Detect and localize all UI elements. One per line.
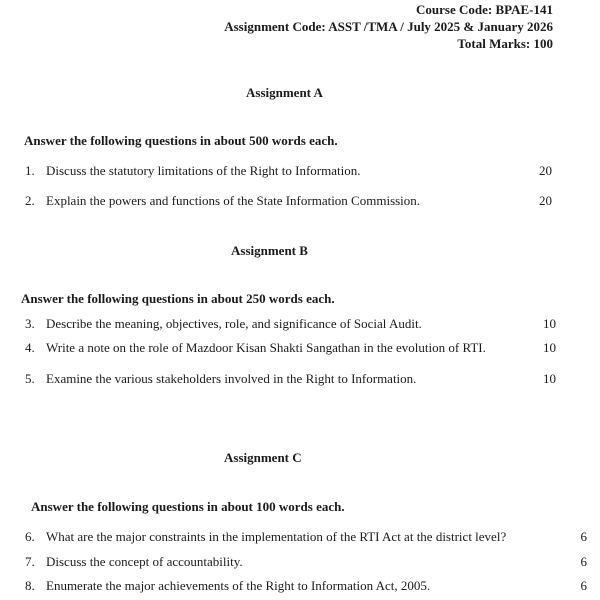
question-text: Explain the powers and functions of the State Information Commission.: [46, 193, 421, 208]
question-4-marks: 10: [543, 340, 556, 355]
question-3-marks: 10: [543, 316, 556, 331]
question-number: 3.: [25, 316, 35, 331]
question-1-marks: 20: [539, 163, 552, 178]
question-number: 2.: [25, 193, 35, 208]
question-number: 1.: [25, 163, 35, 178]
question-number: 7.: [25, 554, 35, 569]
section-title-b: Assignment B: [231, 243, 308, 258]
question-text: Examine the various stakeholders involved in the Right to Information.: [46, 371, 417, 386]
question-8: [25, 578, 430, 594]
question-text: Discuss the concept of accountability.: [46, 554, 243, 569]
question-7-marks: 6: [580, 554, 587, 569]
section-title-c: Assignment C: [224, 450, 302, 465]
question-text: Discuss the statutory limitations of the Right to Information.: [46, 163, 361, 178]
question-6: [25, 529, 506, 545]
question-text: Write a note on the role of Mazdoor Kisan Shakti Sangathan in the evolution of RTI.: [46, 340, 486, 355]
question-8-marks: 6: [580, 578, 587, 593]
question-number: 5.: [25, 371, 35, 386]
question-number: 6.: [25, 529, 35, 544]
section-instruction-b: Answer the following questions in about 250 words each.: [21, 291, 335, 306]
total-marks: Total Marks: 100: [457, 36, 553, 51]
question-text: Describe the meaning, objectives, role, and significance of Social Audit.: [46, 316, 422, 331]
question-6-marks: 6: [580, 529, 587, 544]
question-2-marks: 20: [539, 193, 552, 208]
question-2: [25, 193, 420, 209]
question-number: 8.: [25, 578, 35, 593]
section-title-a: Assignment A: [246, 85, 323, 100]
question-1: [25, 163, 361, 179]
question-4: [25, 340, 486, 356]
question-3: [25, 316, 422, 332]
assignment-code: Assignment Code: ASST /TMA / July 2025 & January 2026: [224, 19, 553, 34]
course-code: Course Code: BPAE-141: [416, 2, 553, 17]
question-7: [25, 554, 243, 570]
section-instruction-c: Answer the following questions in about 100 words each.: [31, 499, 345, 514]
question-text: What are the major constraints in the implementation of the RTI Act at the district level?: [46, 529, 507, 544]
question-text: Enumerate the major achievements of the Right to Information Act, 2005.: [46, 578, 431, 593]
section-instruction-a: Answer the following questions in about 500 words each.: [24, 133, 338, 148]
question-number: 4.: [25, 340, 35, 355]
question-5: [25, 371, 416, 387]
question-5-marks: 10: [543, 371, 556, 386]
